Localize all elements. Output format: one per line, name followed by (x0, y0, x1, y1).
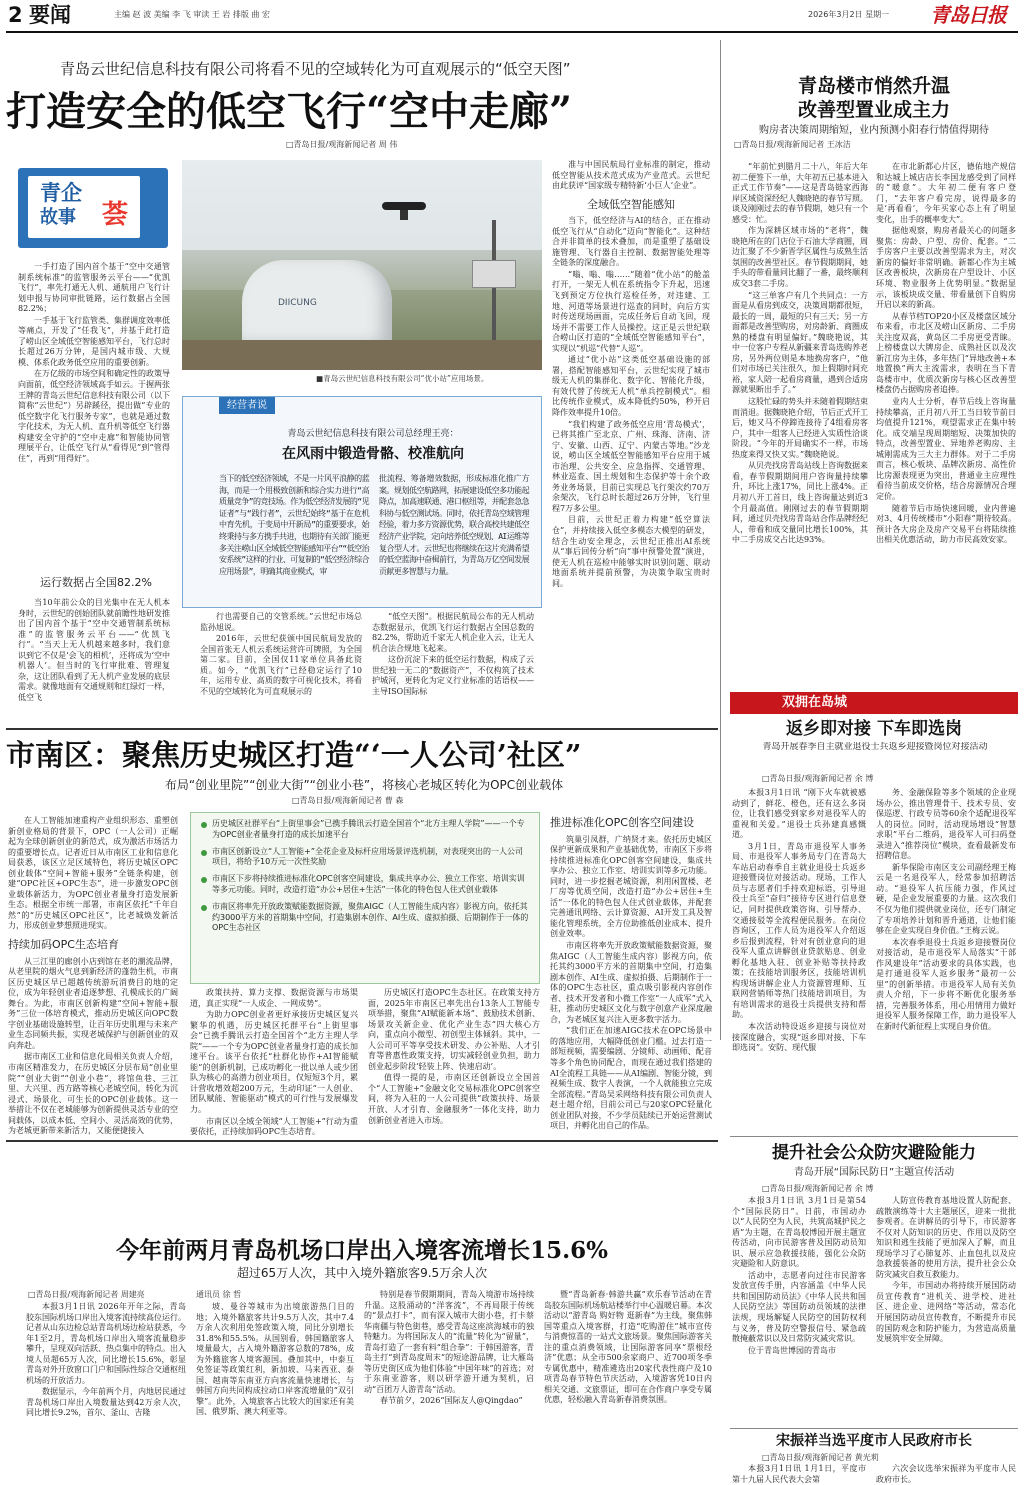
lead-col4-para: 当下，低空经济与AI的结合，正在推动低空飞行从“自动化”迈向“智能化”。这种结合并非简单的技术叠加，而是重塑了基础设施管理、飞行器自主控制、数据智能处理等全链条的深度融合。 (552, 216, 710, 268)
mayor-column-2 (876, 1464, 1016, 1485)
opc-para: 筑巢引凤群，广纳贤才来。依托历史城区保护更新成果和产业基础优势，市南区下步将持续推进标准化OPC创客空间建设，集成共享办公、独立工作室、培训实训等多元功能。同时，进一步挖掘老城资源，利用闲置楼、老厂房等优质空间，改造打造“办公+居住+生活”一体化的特色包人住式创业载体，并配套完善通讯网络、云计算资源、AI开发工具及智能化管理系统，全方位助推低创业成本、提升创业效率。 (550, 834, 712, 939)
opc-subtitle: 布局“创业里院”“创业大街”“创业小巷”，将核心老城区转化为OPC创业载体 (164, 778, 564, 792)
interview-label: 经营者说 (219, 397, 275, 414)
property-para: “这三单客户有几个共同点：一方面是从看房到成交，决策周期都很短，最长的一周，最短的只有三天；另一方面都是改善型购房，对房龄新、商圈成熟的楼盘有明显偏好。”魏晓艳说，其中一位客户专程从新疆来青岛选购养老房，另外两位则是本地换房客户，“他们对市场已关注很久，加上假期时间充裕，家人陪一起看房商量，遇到合适房源就果断出手了。” (732, 290, 868, 395)
opc-highlight: 市南区下步将持续推进标准化OPC创客空间建设，集成共享办公、独立工作室、培训实训等多元功能。同时，改造打造“办公+居住+生活”一体化的特色包人住式创业载体 (201, 874, 529, 896)
disaster-column-2 (876, 1196, 1016, 1428)
airport-para: 坡、曼谷等城市为出境旅游热门目的地；入境外籍旅客共计9.5万人次，其中7.4万余人次利用免签政策入境，同比分别增长31.8%和55.5%。从国别看，韩国籍旅客人境量最大，占入境外籍游客总数的78%，成为外籍旅客人境客源国。叠加其中，中泰互免签证等政策红利，新加坡、马来西亚、泰国、越南等东南亚方向客流量快速增长，与韩国方向共同构成拉动口岸客流增量的“双引擎”。此外，入境旅客占比较大的国家还有美国、俄罗斯、澳大利亚等。 (196, 1302, 354, 1417)
badge-text-a: 青企 (40, 181, 82, 205)
opc-highlights-box (190, 812, 540, 984)
section-rule (730, 1136, 1018, 1137)
mayor-byline: □青岛日报/观海新闻记者 黄光莉 (762, 1453, 879, 1462)
mayor-para: 本报3月1日讯 1月1日，平度市第十九届人民代表大会第 (732, 1464, 866, 1484)
lead-col1-para: 一手打造了国内首个基于“空中交通管制系统标准”的监管服务云平台——“优凯飞行”，率先打通无人机、通航用户飞行计划申报与协同审批链路，运行数据占全国82.2%； (18, 262, 170, 314)
lead-subhead-1: 运行数据占全国82.2% (40, 576, 152, 589)
newspaper-logo: 青岛日报 (930, 3, 1006, 27)
page-header (0, 0, 1024, 30)
lead-column-3b (372, 612, 534, 720)
interview-text-b: 批流程、筹备增效数据，形成标准化推广方案。规划低空航路网，拓展建设低空多功能起降点，加高速联通、港口枢纽等，并配套急急科协与低空测试场。同时，依托青岛空域管理经验，着力多方资源优势，联合高校共建低空经济产业学院，定向培养低空规划、AI运维等复合型人才。云世纪也将继续在这片充满希望的低空蓝海中奋楫前行，为青岛万亿空间发展贡献更多智慧与力量。 (379, 474, 529, 576)
opc-subhead-1: 持续加码OPC生态培育 (8, 938, 119, 952)
badge-text-b: 故事 (40, 207, 76, 228)
property-para: 随着节后市场快速回暖，业内普遍对3、4月传统楼市“小阳春”期待较高。预计各大房企及房产交易平台将陆续推出相关优惠活动，助力市民高效安家。 (876, 503, 1016, 545)
mayor-para: 六次会议选举宋振祥为平度市人民政府市长。 (876, 1464, 1016, 1484)
disaster-subtitle: 青岛开展“国际民防日”主题宣传活动 (793, 1167, 955, 1178)
opc-headline: 市南区：聚焦历史城区打造“‘一人公司’社区” (6, 738, 582, 772)
lead-col1-para: 在万亿级的市场空间和确定性的政策导向面前，低空经济领域高手如云。于握两张王牌的青岛云世纪信息科技有限公司（以下简称“云世纪”）另辟蹊径，提出做“专业的低空数字化飞行服务专家”，也就是通过数字化技术，为无人机、直升机等低空飞行器构建安全守护的“空中走廊”和智能协同管理展平台，让低空飞行从“看得见”到“管得住”，再到“用得好”。 (18, 369, 170, 463)
property-headline-1: 青岛楼市悄然升温 (797, 75, 950, 97)
mayor-headline: 宋振祥当选平度市人民政府市长 (776, 1433, 972, 1449)
opc-highlight: 历史城区社群平台“上街里事会”已携手腾讯云打造全国首个“北方主理人学院”——一个专为OPC创业者量身打造的成长加速平台 (201, 819, 529, 841)
veterans-column-2 (876, 788, 1016, 1140)
opc-para: 据市南区工业和信息化局相关负责人介绍，市南区精准发力，在历史城区分层布局“创业里院”“创业大街”“创业小巷”，将馆鱼巷、三江里、大兴里、西方路等核心老城空间，转化为沉浸式、场景化、可生长的OPC创业载体。这一举措让不仅在老城能够为创新提供灵活专业的空间载体，以成本低、空间小、灵活高效的优势，为老城更新带来新活力，又能便捷接入 (8, 1052, 178, 1136)
airport-column-4 (544, 1290, 712, 1484)
opc-para: 政策扶持、算力支撑、数据资源与市场渠道，真正实现“一人成企、一网成势”。 (190, 988, 358, 1008)
property-headline-2: 改善型置业成主力 (797, 99, 950, 121)
lead-kicker: 青岛云世纪信息科技有限公司将看不见的空域转化为可直观展示的“低空天图” (60, 60, 571, 78)
interview-box (182, 396, 542, 608)
opc-para: 历史城区打造OPC生态社区。在政策支持方面，2025年市南区已率先出台13条人工智能专项举措，聚焦“AI赋能新本场”、鼓励技术创新、场景攻关新企业、优化产业生态“四大核心方向，重点向小微型、初创型主体倾斜。其中，一人公司可平等享受技术研发、办公补贴、人才引育等普惠性政策支持，切实减轻创业负担，助力创业起步阶段‘轻装上阵、快速启动’。 (368, 988, 540, 1071)
disaster-para: 位于青岛世博园的青岛市 (748, 1345, 836, 1355)
lead-column-1 (18, 262, 170, 574)
mayor-column-1 (732, 1464, 866, 1485)
opc-para: 从三江里的廊创小店到馆在老的潮流品牌，从老里院的烟火气息到新经济的蓬勃生机，市南区历史城区早已超越传统游玩消费目的地的定位，成为年轻创业者追逐梦想、孔模成长的广阔舞台。为此，市南区创新构建“空间+智能+服务”三位一体培育模式，推动历史城区向OPC数字创业基础设施转型，让百年历史肌理与未来产业生态同频共振，实现老城保护与创新创业的双向奔赴。 (8, 956, 178, 1050)
airport-column-3 (364, 1290, 534, 1484)
veterans-para: 本次活动特设返乡迎接与岗位对接深度融合，实现“返乡即对接、下车即选岗”。安防、现代服 (732, 1022, 866, 1053)
property-para: 业内人士分析，春节后线上咨询量持续攀高，正月初八开工当日较节前日均值提升121%，观望需求正在集中转化。成交端呈现周期缩短、决策加快的特点，改善型置业、异地养老购房、主城刚需成为三大主力群体。对于二手房而言，核心板块、品牌次新房、高性价比房源表现更为突出，普通业主应理性看待当前成交价格，结合房源情况合理定价。 (876, 397, 1016, 501)
opc-para: “我们正在加速AIGC技术在OPC场景中的落地应用，大幅降低创业门槛。过去打造一部短视频，需要编剧、分镜师、动画师、配音等多个角色协同配合，而现在通过我们搭建的AI全流程工具链——从AI编剧、智能分镜，到视频生成、数字人表演，一个人就能独立完成全部流程。”青岛吴采网络科技有限公司负责人赵士超介绍，目前公司已与20家OPC轻量化创业团队对接，不少学员陆续已开始运营测试项目，并孵化出自己的作品。 (550, 1026, 712, 1131)
property-para: 作为深耕区域市场的“老将”，魏晓艳所在的门店位于石油大学商圈，周边汇聚了不少新晋学区属性与成熟生活氛围的改善型社区。春节假期期间，她手头的带看量同比翻了一番，最终顺利成交3套二手房。 (732, 226, 868, 289)
property-para: 从春节档TOP20小区及楼盘区域分布来看，市北区及崂山区新房、二手房关注度双高，黄岛区二手房更受青睐。上榜楼盘以大牌房企、成熟社区以及次新江房为主体，多年热门“异地改善+本地置换”两大主流需求，表明在当下青岛楼市中，优质次新房与核心区改善型楼盘仍占据购房者追捧。 (876, 311, 1016, 395)
story-series-badge (18, 168, 168, 248)
section-name: 要闻 (29, 3, 71, 27)
lead-col1b-para: 当10年前公众的目光集中在无人机本身时，云世纪的创始团队就前瞻性地研发推出了国内首个基于“空中交通管制系统标准”的监管服务云平台——“优凯飞行”。“当天上无人机越来越多时，我们意识到它不仅是‘会飞的相机’，还将成为‘空中机器人’。但当时的飞行审批难、管理复杂，这让团队看到了无人机产业发展的底层需求。就像地面有交通规则和红绿灯一样，低空飞 (18, 598, 170, 702)
property-para: 从贝壳找房青岛站线上咨询数据来看，春节假期期间用户咨询量持续攀升，环比上涨17%，同比上涨4%。正月初八开工首日，线上咨询量达到近3个月最高值。刚刚过去的春节假期期间，通过贝壳找房青岛站合作品牌经纪人，带看和成交量同比增长100%，其中二手房成交占比达93%。 (732, 461, 868, 545)
lead-col4-para: 目前，云世纪正着力构建“低空算法仓”，并持续接入低空多模态大模型的研发，结合生动安全理念，云世纪正推出AI系统从“事后回传分析”向“事中预警处置”演进，使无人机在巡检中能够实时识别问题、联动地面系统并提前预警，为决策争取宝贵时间。 (552, 515, 710, 588)
lead-col1-para: 一手基于飞行监管类、集群调度效率低等痛点，开发了“任我飞”，并基于此打造了崂山区全域低空智能感知平台，飞行总时长超过26万分钟，是国内城市级、大规模、体系化政务低空应用的重要创新。 (18, 315, 170, 367)
airport-para: 暨“青岛新春·韩游共赢”欢乐春节活动在青岛胶东国际机场航站楼举行中心温暖启幕。本次活动以“游青岛 购好物 逛新春”为主线，聚焦韩国等重点入境客群，打造“吃购游住”城市宣传与消费惊喜的一站式文旅场景。聚焦国际游客关注的重点消费领域，让国际游客同享“票根经济”优惠；从全市500余家商户、近700项冬季专属优惠中，精准遴选出20家代表性商户及10项青岛春节特色节庆活动，入境游客凭10日内相关交通、文旅票证，即可在合作商户享受专属优惠，轻松融入青岛新春消费氛围。 (544, 1290, 712, 1405)
issue-date: 2026年3月2日 星期一 (808, 10, 890, 19)
lead-col4-para: “我们构建了政务低空应用‘青岛模式’，已将其推广至北京、广州、珠海、济南、济宁、安徽、山西、辽宁、内蒙古等地。”沙龙说，崂山区全域低空智能感知平台应用于城市治理、公共安全、应急指挥、交通管理、林业巡查、国土规划和生态保护等十余个政务业务场景，目前已实现总飞行架次约70万余架次，飞行总时长超过26万分钟，飞行里程7万多公里。 (552, 419, 710, 513)
airport-byline-reporter: □青岛日报/观海新闻记者 周建亮 (28, 1290, 145, 1299)
opc-para: 市南区将率先开放政策赋能数据资源，聚焦AIGC（人工智能生成内容）影视方向，依托其约3000平方米的首期集中空间，打造集剧本创作、AI生成、虚拟拍摄、后期制作于一体的OPC生态社区，重点吸引影视内容创作者、技术开发者和小微工作室“一人成军”式入驻，推动历史城区文化与数字创意产业深度融合，为老城区复兴注入更多数字活力。 (550, 940, 712, 1024)
opc-column-3b (368, 988, 540, 1136)
opc-para: 在人工智能加速重构产业组织形态、重塑创新创业格局的背景下，OPC（一人公司）正崛起为全球创新创业的新范式，成为激活市场活力的重要增长点。记者近日从市南区工业和信息化局获悉，该区立足区域特色，将历史城区OPC创业载体“空间+智能+服务”全链条构建，创建“OPC社区+OPC生态”，进一步激发OPC创业载体新活力，为OPC创业者量身打造发展新生态。根据全市统一部署，市南区依托“千年自然”的“历史城区OPC社区”，比老城焕发新活力，形成创业梦想照进现实。 (8, 816, 178, 931)
veterans-para: 3月1日，青岛市退役军人事务局、市退役军人事务局专门在青岛大车站启动春季自主就业退役士兵返乡迎接暨岗位对接活动。现场，工作人员与志愿者们手持欢迎标语，引导退役士兵至“奋归”接待专区进行信息登记，同时提供政策咨询、引导帮办、交通接驳等全流程便民服务。在岗位咨询区，工作人员为退役军人介绍返乡后报到流程，针对有创业意向的退役军人重点讲解创业贷款贴息、创业孵化基地入驻、创业补贴等扶持政策；在技能培训服务区，技能培训机构现场讲解企业人力资源管理师、互联网营销师等热门技能培训项目，为有培训需求的退役士兵提供支持和帮助。 (732, 841, 866, 1020)
opc-column-4 (550, 816, 712, 1136)
lead-headline: 打造安全的低空飞行“空中走廊” (6, 88, 573, 135)
opc-byline: □青岛日报/观海新闻记者 曹 森 (292, 796, 404, 805)
opc-column-1 (8, 816, 178, 1136)
disaster-column-1 (732, 1196, 866, 1428)
section-rule (6, 1140, 718, 1142)
lead-col2b-para: 2016年，云世纪获颁中国民航局发放的全国首张无人机云系统运营许可牌照，为全国第二家。目前，全国仅11家单位具备此资质。如今，“优凯飞行”已经稳定运行了10年，运用专业、高质的数字可视化技术，将看不见的空域转化为可直观展示的 (200, 634, 362, 696)
lead-col3b-para: 这份沉淀下来的低空运行数据，构成了云世纪独一无二的“数据资产”，不仅构筑了技术护城河，更转化为定义行业标准的话语权——主导ISO国际标 (372, 655, 534, 696)
badge-text-c: 荟 (102, 200, 129, 230)
veterans-para: 本次春季退役士兵返乡迎接暨岗位对接活动，是市退役军人局落实“干部作风建设年”活动要求的具体实践，也是打通退役军人返乡服务“最初一公里”的创新举措。市退役军人局有关负责人介绍，下一步将不断优化服务举措，完善服务体系，用心用情用力做好退役军人服务保障工作，助力退役军人在新时代新征程上实现自身价值。 (876, 937, 1016, 1032)
lead-column-4 (552, 160, 710, 720)
airport-para: 数据显示，今年前两个月，内地居民通过青岛机场口岸出入境数量达到42万余人次，同比增长9.2%，首尔、釜山、吉隆 (26, 1387, 186, 1418)
disaster-byline: □青岛日报/观海新闻记者 余 博 (762, 1184, 874, 1193)
airport-headline: 今年前两月青岛机场口岸出入境客流增长15.6% (116, 1237, 608, 1264)
interview-who: 青岛云世纪信息科技有限公司总经理王亮： (287, 429, 459, 439)
section-rule (6, 728, 718, 730)
section-rule (730, 1428, 1018, 1429)
airport-para: 春节前夕，2026“国际友人@Qingdao” (380, 1396, 523, 1406)
veterans-headline: 返乡即对接 下车即选岗 (786, 719, 962, 739)
column-divider (720, 40, 721, 1040)
lead-byline: □青岛日报/观海新闻记者 周 伟 (286, 140, 398, 149)
veterans-para: 务、金融保险等多个领域的企业现场办公，推出管理骨干、技术专员、安保巡逻、行政专员等60余个适配退役军人的岗位。同时，活动现场增设“智慧求职”平台二维码，退役军人可扫码登录进入“推荐岗位”模块，查看最新发布招聘信息。 (876, 788, 1016, 861)
airport-subtitle: 超过65万人次，其中入境外籍旅客9.5万余人次 (236, 1266, 488, 1280)
disaster-para: 今年，市国动办将持续开展国防动员宣传教育“进机关、进学校、进社区、进企业、进网络”等活动，常态化开展国防动员宣传教育，不断提升市民的国防观念和防护能力，为营造高质量发展筑牢安全屏障。 (876, 1281, 1016, 1344)
airport-para: 特别是春节假期期间，青岛入境游市场持续升温。这股涌动的“洋客流”，不再局限于传统的“景点打卡”，而有深入城市大街小巷，打卡蔡华南疆与特色街巷，感受青岛这座滨海城市的独特魅力。为将国际友人的“流量”转化为“留量”，青岛打造了一套有料“组合拳”：于韩国游客，青岛主打“到青岛度周末”的短途游品牌，让大雁岛等历史街区成为他们体验“中国年味”的首选；对于东南亚游客，则以研学游开通为契机，启动“百团万人游青岛”活动。 (364, 1290, 534, 1394)
disaster-para: 活动中，志愿者向过往市民游客发放宣传手册，内容涵盖《中华人民共和国国防动员法》《中华人民共和国人民防空法》等国防动员领域的法律法规，现场解疑人民防空的国防权利与义务，普及防空警报信号、紧急疏散掩蔽常识以及日常防灾减灾常识。 (732, 1270, 866, 1344)
veterans-byline: □青岛日报/观海新闻记者 余 博 (762, 774, 874, 783)
airport-para: 本报3月1日讯 2026年开年之际，青岛胶东国际机场口岸出入境客流持续高位运行。记者从山东边检总站青岛机场边检站获悉，今年1至2月，青岛机场口岸出入境客流量稳步攀升，呈现双向活跃、热点集中的特点。出入境人员超65万人次，同比增长15.6%，彰显青岛对外开放窗口门户和国际性综合交通枢纽机场的开放活力。 (26, 1302, 186, 1385)
veterans-para: 新华保险市南区支公司副经理王梅云是一名退役军人，经常参加招聘活动。“退役军人抗压能力强，作风过硬，是企业发展重要的力量。这次我们不仅为他们提供就业岗位，还专门制定了专项培养计划和晋升通道，让他们能够在企业实现自身价值。”王梅云说。 (876, 862, 1016, 936)
veterans-subtitle: 青岛开展春季自主就业退役士兵返乡迎接暨岗位对接活动 (762, 742, 988, 752)
veterans-section-label: 双拥在岛城 (730, 692, 1018, 714)
lead-col4-para: 通过“优小站”这类低空基础设施的部署，搭配智能感知平台，云世纪实现了城市级无人机的集群化、数字化、智能化升级，有效代替了传统无人机“单兵控制模式”。相比传统作业模式，成本降低约50%，秒开启降作效率提升10倍。 (552, 355, 710, 417)
property-para: “年前忙到腊月二十八，年后大年初二便签下一单，大年初五已基本进入正式工作节奏”——这是青岛链家西海岸区域资深经纪人魏晓艳的春节写照。谈及刚刚过去的春节假期，她只有一个感受：忙。 (732, 162, 868, 224)
lead-subhead-2: 全域低空智能感知 (587, 197, 675, 211)
opc-highlight: 市南区将率先开放政策赋能数据资源，聚焦AIGC（人工智能生成内容）影视方向，依托其约3000平方米的首期集中空间，打造集剧本创作、AI生成、虚拟拍摄、后期制作于一体的OPC生态社区 (201, 902, 529, 934)
lead-col3b-para: “低空天图”。根据民航局公布的无人机动态数据显示，优凯飞行运行数据占全国总数的82.2%，帮助近千家无人机企业入云，让无人机合法合规地飞起来。 (372, 612, 534, 653)
property-para: 这股忙碌的势头并未随着假期结束而消退。据魏晓艳介绍，节后正式开工后，她又马不停蹄连接待了4组看房客户，其中一组客人已经进入实质性洽谈阶段。“今年的开局确实不一样，市场热度来得又快又实。”魏晓艳说。 (732, 397, 868, 459)
property-column-2 (876, 162, 1016, 752)
disaster-para: 本报3月1日讯 3月1日是第54个“国际民防日”。日前，市国动办以“人民防空为人民，共筑高城护民之盾”为主题，在青岛胶博园开展主题宣传活动，向市民游客普及国防动员知识、展示应急救援技能，强化公众防灾避险和人防意识。 (732, 1196, 866, 1269)
veterans-column-1 (732, 788, 866, 1140)
interview-text-a: 当下的低空经济领域，不是一片风平浪静的蓝海，而是一个用极致创新和综合实力进行“高质量竞争”的竞技场。作为低空经济发展的“见证者”与“践行者”，云世纪始终“基于在危机中育先机，于变局中开新局”的重要要求，始终秉持与多方携手共进，也期待有关部门能更多关注崂山区全域低空智能感知平台”“低空治安系统”这样的行业、可复制的“低空经济综合应用场景”，明确其商业模式，审 (219, 474, 369, 576)
airport-column-2 (196, 1302, 354, 1484)
staff-credits: 主编 赵 波 美编 李 飞 审读 王 岩 排版 曲 宏 (114, 10, 270, 19)
page-number: 2 (8, 3, 23, 27)
opc-para: 市南区以全域全领域“人工智能+”行动为重要依托，正持续加码OPC生态培育。 (190, 1116, 358, 1136)
header-rule (6, 31, 1018, 33)
sensor-mast-icon (492, 220, 496, 360)
opc-para: 值得一提的是，市南区还创新设立全国首个“人工智能+”金融文化交易标准化OPC创客空间，将为入驻的一人公司提供“政策扶持、场景开放、人才引育、金融服务”一体化支持，助力创新创业者进入市场。 (368, 1073, 540, 1125)
lead-column-2b (200, 612, 362, 720)
property-subtitle: 购房者决策周期缩短，业内预测小阳春行情值得期待 (759, 125, 989, 136)
airport-column-1 (26, 1302, 186, 1484)
airport-byline-correspondent: 通讯员 徐 哲 (196, 1290, 242, 1299)
interview-title: 在风雨中锻造骨骼、校准航向 (282, 446, 464, 462)
opc-para: 为助力OPC创业者更好承接历史城区复兴繁华的机遇，历史城区托群平台“上街里事会”已携手腾讯云打造全国首个“北方主理人学院”——一个专为OPC创业者量身打造的成长加速平台。该平台依托“杜群化协作+AI智能赋能”的创新机制，已成功孵化一批以单人或少团队为核心的高潜力创业项目，仅短短3个月，累计营收增效超200万元，生动印证“一人创业、团队赋能、智能驱动”模式的可行性与发展爆发力。 (190, 1010, 358, 1115)
property-byline: □青岛日报/观海新闻记者 王冰洁 (734, 140, 851, 149)
property-para: 在市北新都心片区，德佑地产规信和达城上城店店长李国龙感受到了同样的“暖意”。大年初二便有客户登门，“去年客户看完房，说得最多的是‘再看看’，今年买家心态上有了明显变化，出手的概率变大”。 (876, 162, 1016, 224)
photo-caption: ■青岛云世纪信息科技有限公司“优小站”应用场景。 (316, 374, 489, 383)
opc-highlight: 市南区创新设立“人工智能+”全花企业及标杆应用场景评选机制，对表现突出的一人公司项目，将给予10万元一次性奖励 (201, 847, 529, 869)
disaster-para: 人防宣传教育基地设置人防配套、疏散演练等十大主题展区，迎来一批批参观者。在讲解员的引导下，市民游客不仅对人防知识的历史、作用以及防空知识和逃生技能了更加深入了解，而且现场学习了心肺复苏、止血包扎以及应急救援装备的使用方法，提升社会公众防灾减灾自救互救能力。 (876, 1196, 1016, 1279)
drone-station-icon (242, 260, 392, 350)
disaster-headline: 提升社会公众防灾避险能力 (772, 1143, 976, 1163)
lead-column-1b (18, 598, 170, 718)
property-column-1 (732, 162, 868, 752)
opc-column-2b (190, 988, 358, 1136)
lead-col4-para: 准与中国民航局行业标准的制定，推动低空智能从技术范式成为产业范式。云世纪由此获评“国家级专精特新‘小巨人’企业”。 (552, 160, 710, 191)
lead-photo: DIICUNG (182, 160, 542, 370)
drone-icon (382, 202, 426, 210)
opc-subhead-2: 推进标准化OPC创客空间建设 (550, 816, 694, 829)
lead-col2b-para: 行也需要自己的交管系统。”云世纪市场总监孙旭说。 (200, 612, 362, 632)
property-para: 据他观察，购房者最关心的问题多聚焦：房龄、户型、房价、配套。“二手房客户主要以改善型需求为主，对次新房的偏好非常明确。新都心作为主城区改善板块，次新房在户型设计、小区环境、物业服务上优势明显。”数据显示，该板块成交量、带看量创下自购房开启以来的新高。 (876, 226, 1016, 310)
veterans-para: 本报3月1日讯 “刚下火车就被感动到了，鲜花、橙色，还有这么多岗位，让我们感受到家乡对退役军人的重视和关爱。”退役士兵孙建真感慨道。 (732, 788, 866, 840)
lead-col4-para: “嗡、嗡、嗡……”随着“优小站”的舱盖打开，一架无人机在系统指令下升起，迅速飞到预定方位执行巡检任务，对违建、工地、河道等场景进行巡查的同时，向后方实时传送现场画面，完成任务后自动飞回，现场并不需要工作人员操控。这正是云世纪联合崂山区打造的“全域低空智能感知平台”，实现以“机巡”代替“人巡”。 (552, 269, 710, 353)
